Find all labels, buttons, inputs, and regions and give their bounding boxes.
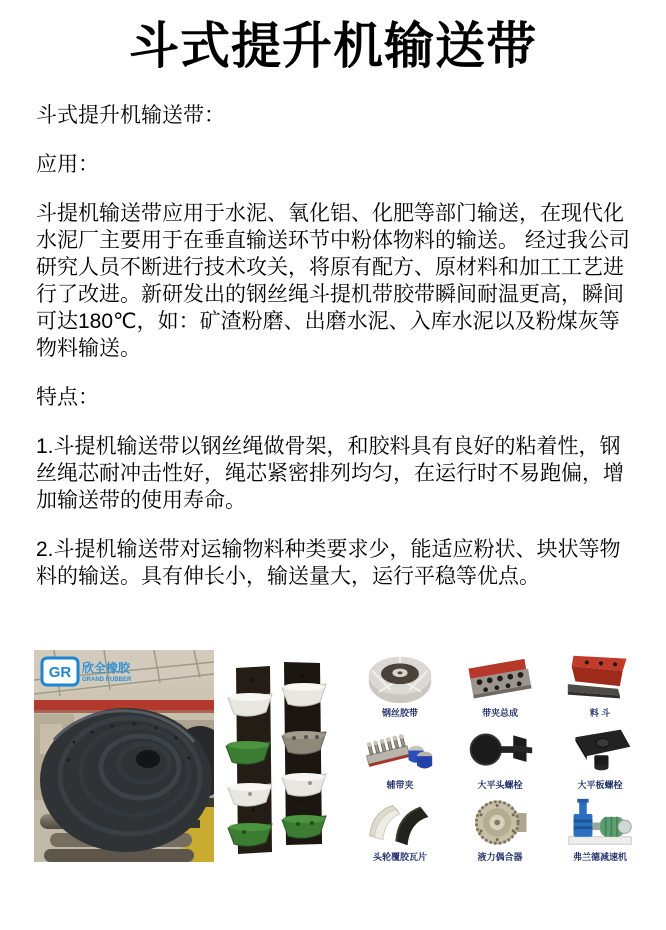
belt-clamp-assembly-photo [464,652,536,705]
product-caption: 料 斗 [589,708,611,718]
article-body [36,102,630,590]
product-caption: 头轮覆胶瓦片 [372,852,427,862]
product-caption: 大平头螺栓 [477,780,523,790]
logo-name-cn: 欣全橡胶 [82,661,131,675]
fluid-coupling-photo [464,796,536,849]
page-title: 斗式提升机输送带 [129,18,537,74]
flat-plate-bolt-photo [564,724,636,777]
wrapped-belt-roll-photo [364,652,436,705]
logo-abbr: GR [48,664,72,681]
intro-line: 斗式提升机输送带： [36,104,225,127]
factory-belt-roll-photo [34,650,214,862]
product-caption: 辅带夹 [386,780,414,790]
product-caption: 钢丝胶带 [381,708,418,718]
auxiliary-belt-clamp-photo [364,724,436,777]
flat-head-bolt-photo [464,724,536,777]
logo-name-en: GRAND RUBBER [82,677,132,683]
feature-paragraph-1: 1.斗提机输送带以钢丝绳做骨架，和胶料具有良好的粘着性，钢丝绳芯耐冲击性好，绳芯紧密排列均匀，在运行时不易跑偏，增加输送带的使用寿命。 [36,435,624,512]
product-cell-head-wheel-tiles [350,796,450,862]
features-label: 特点： [36,386,99,409]
accessories-grid [350,652,650,862]
product-caption: 带夹总成 [481,708,518,718]
product-cell-flat-plate-bolt [550,724,650,790]
head-wheel-rubber-tiles-photo [364,796,436,849]
product-cell-steel-wire-belt [350,652,450,718]
product-cell-hopper [550,652,650,718]
application-label: 应用： [36,153,99,176]
product-caption: 弗兰德减速机 [572,852,627,862]
application-paragraph: 斗提机输送带应用于水泥、氧化铝、化肥等部门输送，在现代化水泥厂主要用于在垂直输送环节中粉体物料的输送。 经过我公司研究人员不断进行技术攻关，将原有配方、原材料和加工工艺进行了改进。新研发出的钢丝绳斗提机带胶带瞬间耐温更高，瞬间可达180℃，如：矿渣粉磨、出磨水泥、入库水泥以及粉煤灰等物料输送。 [36,202,630,360]
grand-rubber-logo [42,658,132,685]
product-cell-belt-clamp-assembly [450,652,550,718]
product-cell-fluid-coupling [450,796,550,862]
elevator-buckets-photo [224,660,336,856]
product-gallery [0,650,666,862]
product-caption: 大平板螺栓 [577,780,623,790]
product-caption: 液力偶合器 [477,852,523,862]
product-cell-flat-head-bolt [450,724,550,790]
elevator-hopper-photo [564,652,636,705]
product-cell-aux-belt-clamp [350,724,450,790]
product-cell-flender-reducer [550,796,650,862]
feature-paragraph-2: 2.斗提机输送带对运输物料种类要求少，能适应粉状、块状等物料的输送。具有伸长小，输送量大，运行平稳等优点。 [36,538,621,588]
flender-reducer-photo [564,796,636,849]
